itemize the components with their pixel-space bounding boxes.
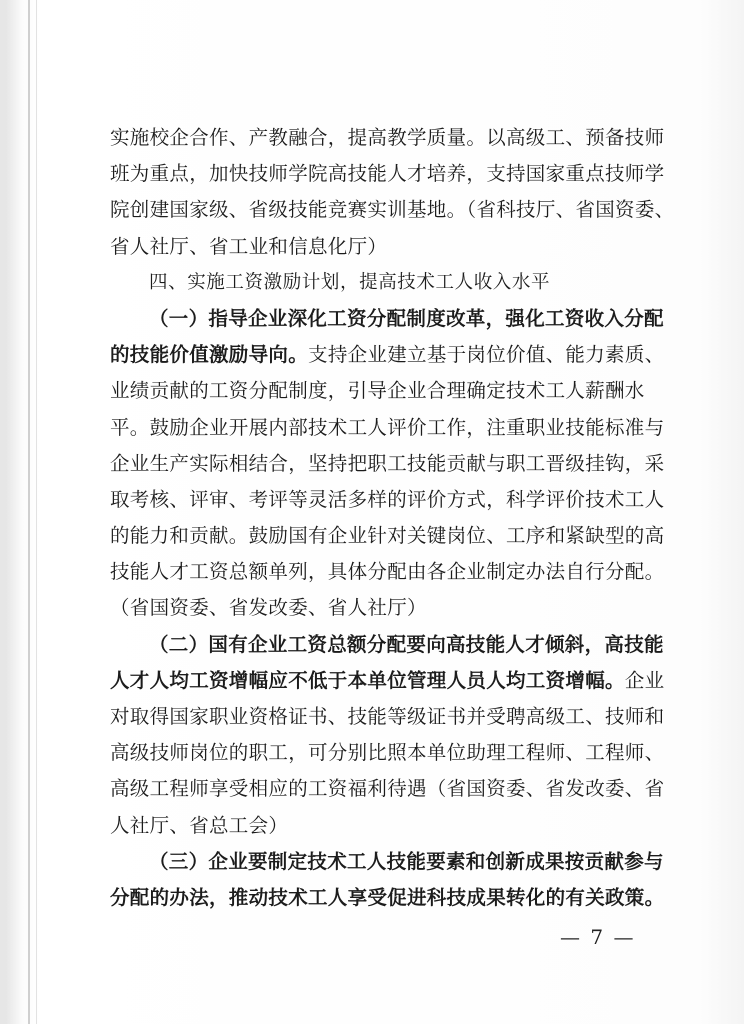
text-line: [110, 844, 664, 880]
text-line: [110, 301, 664, 337]
text-run: 高级技师岗位的职工，可分别比照本单位助理工程师、工程师、: [110, 741, 665, 765]
text-run: 人社厅、省总工会）: [110, 813, 289, 837]
text-run: 技能人才工资总额单列，具体分配由各企业制定办法自行分配。: [110, 560, 665, 584]
text-run: 业绩贡献的工资分配制度，引导企业合理确定技术工人薪酬水: [110, 379, 645, 403]
text-run: 班为重点，加快技师学院高技能人才培养，支持国家重点技师学: [110, 162, 665, 186]
text-run: 实施校企合作、产教融合，提高教学质量。以高级工、预备技师: [110, 126, 665, 149]
text-line: [110, 880, 665, 916]
text-run: 支持企业建立基于岗位价值、能力素质、: [308, 343, 665, 367]
text-run: 企业: [624, 668, 665, 692]
text-run: 高级工程师享受相应的工资福利待遇（省国资委、省发改委、省: [110, 777, 665, 801]
section-heading: [110, 265, 650, 301]
bold-text-run: 人才人均工资增幅应不低于本单位管理人员人均工资增幅。: [110, 668, 625, 692]
bold-text-run: （三）企业要制定技术工人技能要素和创新成果按贡献参与: [149, 849, 664, 873]
text-line: [110, 663, 665, 699]
body-text: [110, 120, 675, 916]
text-line: [110, 554, 665, 590]
text-line: [110, 771, 665, 807]
bold-text-run: 的技能价值激励导向。: [110, 343, 309, 367]
text-line: [110, 229, 650, 265]
text-line: [110, 156, 665, 192]
text-line: [110, 337, 665, 373]
bold-text-run: 分配的办法，推动技术工人享受促进科技成果转化的有关政策。: [110, 885, 665, 909]
text-run: 院创建国家级、省级技能竞赛实训基地。（省科技厅、省国资委、: [110, 198, 675, 222]
text-run: 企业生产实际相结合，坚持把职工技能贡献与职工晋级挂钩，采: [110, 451, 665, 475]
text-run: 省人社厅、省工业和信息化厅）: [110, 234, 388, 258]
binding-edge-shadow: [36, 0, 37, 1024]
text-run: 平。鼓励企业开展内部技术工人评价工作，注重职业技能标准与: [110, 415, 665, 439]
text-line: [110, 373, 650, 409]
text-line: [110, 735, 665, 771]
text-line: [110, 120, 665, 156]
text-run: 对取得国家职业资格证书、技能等级证书并受聘高级工、技师和: [110, 705, 665, 728]
text-run: （省国资委、省发改委、省人社厅）: [110, 596, 427, 620]
text-run: 取考核、评审、考评等灵活多样的评价方式，科学评价技术工人: [110, 487, 665, 511]
text-line: [110, 590, 650, 626]
text-line: [110, 518, 665, 554]
text-line: [110, 482, 665, 518]
text-line: [110, 410, 665, 446]
text-run: 的能力和贡献。鼓励国有企业针对关键岗位、工序和紧缺型的高: [110, 524, 665, 548]
text-run: 四、实施工资激励计划，提高技术工人收入水平: [149, 271, 551, 293]
bold-text-run: （二）国有企业工资总额分配要向高技能人才倾斜，高技能: [149, 632, 664, 656]
text-line: [110, 627, 664, 663]
page-number: — 7 —: [560, 925, 636, 949]
text-line: [110, 446, 665, 482]
text-line: [110, 808, 650, 844]
binding-edge: [28, 0, 30, 1024]
text-line: [110, 699, 665, 735]
bold-text-run: （一）指导企业深化工资分配制度改革，强化工资收入分配: [149, 306, 664, 330]
text-line: [110, 192, 675, 228]
